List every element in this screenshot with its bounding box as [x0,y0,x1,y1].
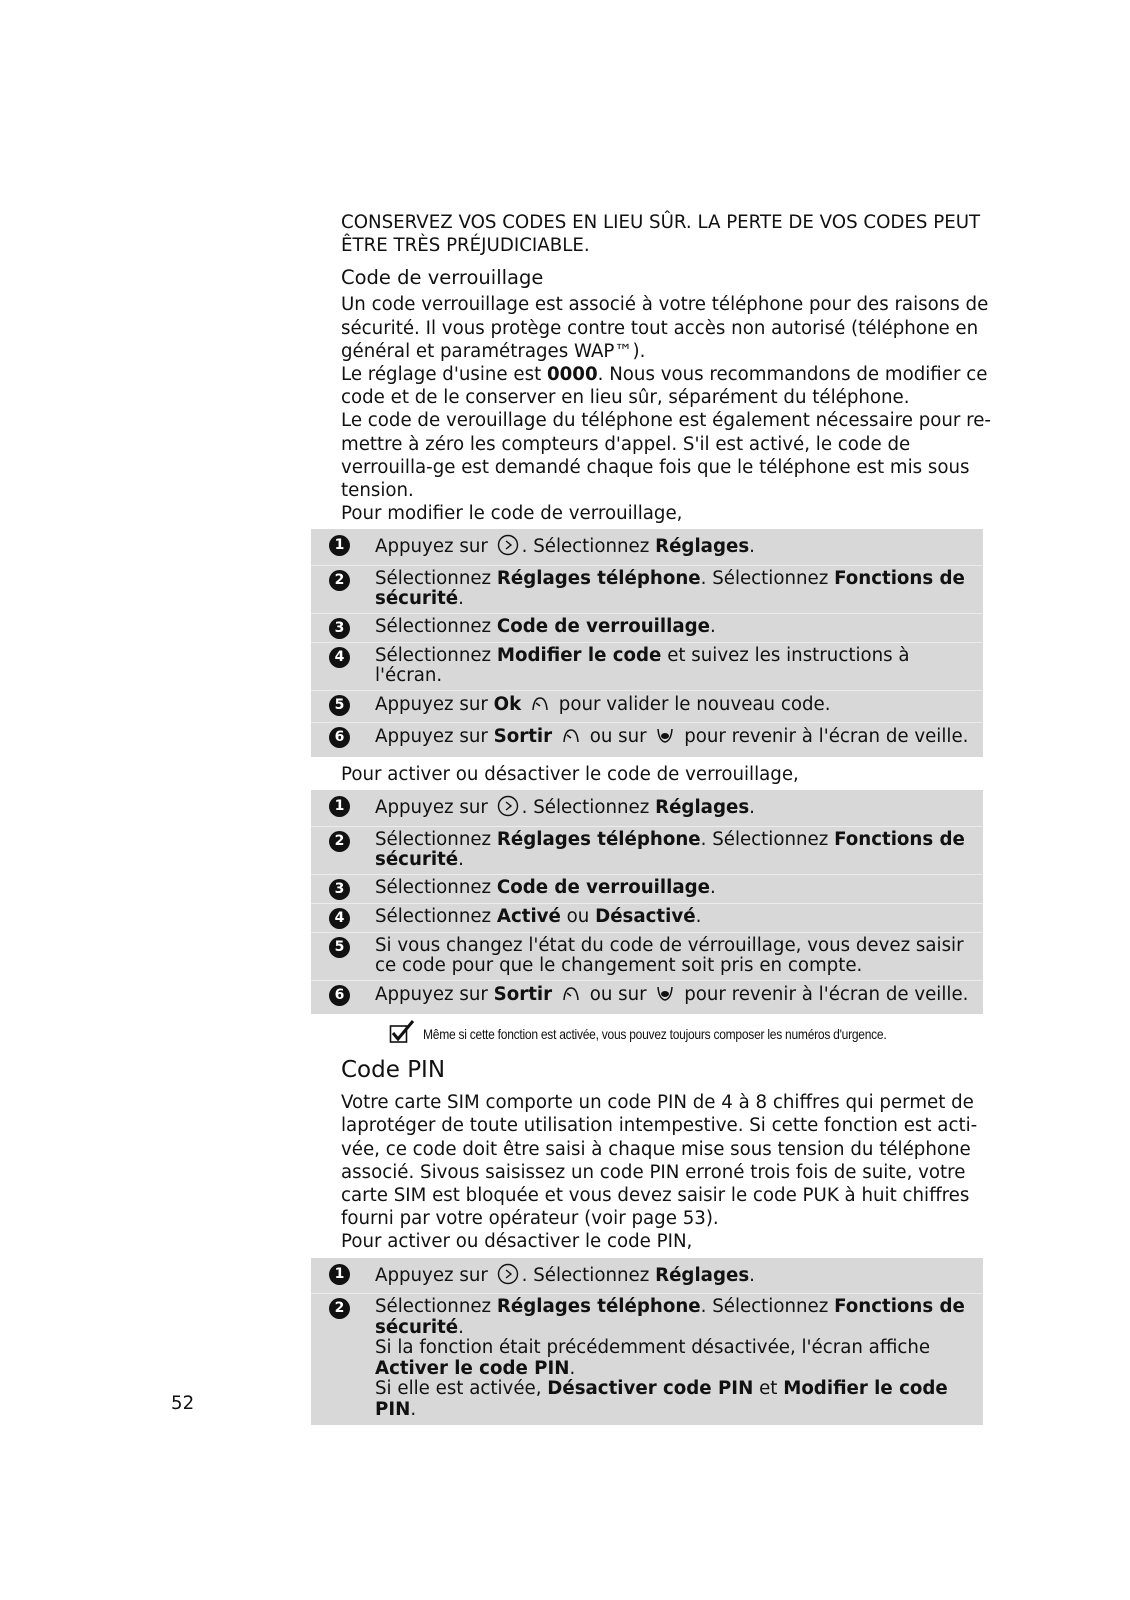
lead-toggle: Pour activer ou désactiver le code de verrouillage, [341,763,799,785]
step-number: 5 [329,695,350,716]
checkmark-note-icon [389,1020,415,1048]
end-key-icon [655,984,675,1010]
lock-para-3: Le code de verouillage du téléphone est également nécessaire pour re-mettre à zéro les compteurs d'appel. S'il est activé, le code de verrouilla-ge est demandé chaque fois que le téléphone est mis sous tension. [341,410,991,502]
nav-key-icon [497,1263,519,1291]
end-key-icon [655,726,675,752]
left-softkey-icon [561,984,581,1010]
nav-key-icon [497,534,519,562]
section-title-pin: Code PIN [341,1057,446,1084]
step-row: 2 Sélectionnez Réglages téléphone. Sélectionnez Fonctions de sécurité. [311,565,983,613]
lock-para-1: Un code verrouillage est associé à votre téléphone pour des raisons de sécurité. Il vous protège contre tout accès non autorisé (téléphone en général et paramétrages WAP™). [341,294,989,362]
step-number: 1 [329,1264,350,1285]
step-row: 1 Appuyez sur . Sélectionnez Réglages. [311,1260,983,1294]
page-number: 52 [171,1393,195,1414]
nav-key-icon [497,795,519,823]
left-softkey-icon [530,694,550,720]
step-row: 6 Appuyez sur Sortir ou sur pour revenir à l'écran de veille. [311,722,983,755]
step-number: 1 [329,535,350,556]
step-number: 6 [329,727,350,748]
step-number: 5 [329,937,350,958]
warning-text: CONSERVEZ VOS CODES EN LIEU SÛR. LA PERTE DE VOS CODES PEUT ÊTRE TRÈS PRÉJUDICIABLE. [341,212,981,257]
step-number: 1 [329,796,350,817]
page-content [334,211,991,1431]
step-row: 4 Sélectionnez Modifier le code et suivez les instructions à l'écran. [311,642,983,690]
pin-para: Votre carte SIM comporte un code PIN de 4 à 8 chiffres qui permet de laprotéger de toute utilisation intempestive. Si cette fonction est acti-vée, ce code doit être saisi à chaque mise sous tension du téléphone associé. Sivous saisissez un code PIN erroné trois fois de suite, votre carte SIM est bloquée et vous devez saisir le code PUK à huit chiffres fourni par votre opérateur (voir page 53). [341,1092,978,1230]
step-row: 4 Sélectionnez Activé ou Désactivé. [311,903,983,932]
step-row: 5 Si vous changez l'état du code de vérrouillage, vous devez saisir ce code pour que le changement soit pris en compte. [311,932,983,980]
step-row: 3 Sélectionnez Code de verrouillage. [311,874,983,903]
step-row: 1 Appuyez sur . Sélectionnez Réglages. [311,792,983,826]
step-number: 6 [329,985,350,1006]
step-number: 3 [329,618,350,639]
step-number: 2 [329,831,350,852]
step-number: 2 [329,570,350,591]
step-row: 6 Appuyez sur Sortir ou sur pour revenir à l'écran de veille. [311,980,983,1013]
step-number: 2 [329,1298,350,1319]
lock-para-2: Le réglage d'usine est 0000. Nous vous recommandons de modifier ce code et de le conserver en lieu sûr, séparément du téléphone. [341,364,988,409]
left-softkey-icon [561,726,581,752]
step-row: 5 Appuyez sur Ok pour valider le nouveau code. [311,690,983,723]
pin-lead: Pour activer ou désactiver le code PIN, [341,1231,693,1253]
step-number: 3 [329,879,350,900]
factory-code: 0000 [547,364,598,386]
step-row: 2 Sélectionnez Réglages téléphone. Sélectionnez Fonctions de sécurité. Si la fonction était précédemment désactivée, l'écran affiche Activer le code PIN. Si elle est activée, Désactiver code PIN et Modifier le code PIN. [311,1293,983,1423]
step-row: 2 Sélectionnez Réglages téléphone. Sélectionnez Fonctions de sécurité. [311,826,983,874]
step-row: 1 Appuyez sur . Sélectionnez Réglages. [311,531,983,565]
pin-steps [311,1258,983,1426]
modify-code-steps [311,529,983,757]
note [389,1020,991,1048]
step-number: 4 [329,647,350,668]
step-number: 4 [329,908,350,929]
toggle-code-steps [311,790,983,1014]
note-text: Même si cette fonction est activée, vous pouvez toujours composer les numéros d'urgence. [423,1026,887,1043]
step-row: 3 Sélectionnez Code de verrouillage. [311,613,983,642]
lead-modify: Pour modifier le code de verrouillage, [341,503,683,525]
section-title-lock-code: Code de verrouillage [341,266,544,290]
